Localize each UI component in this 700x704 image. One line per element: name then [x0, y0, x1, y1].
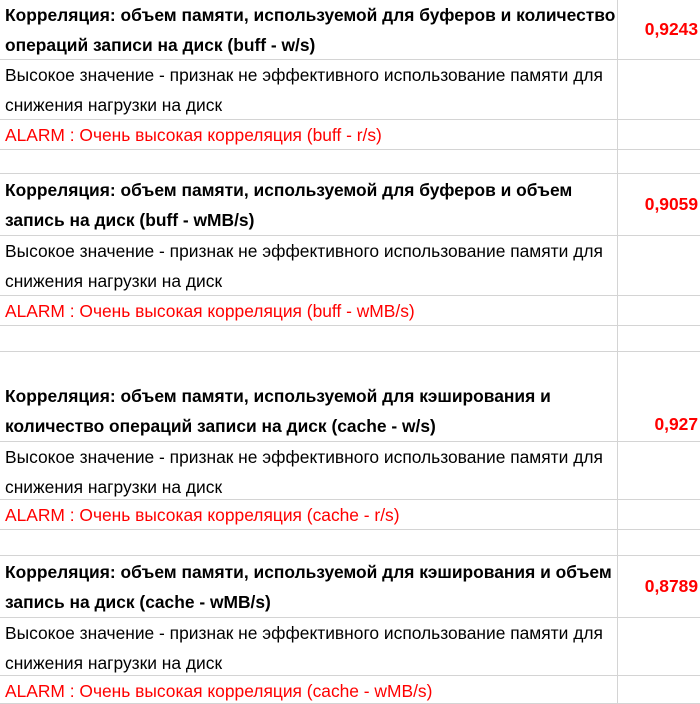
blank-row[interactable] [0, 326, 700, 352]
empty-cell[interactable] [618, 60, 700, 120]
correlation-value: 0,9059 [644, 194, 698, 214]
alarm-cell[interactable]: ALARM : Очень высокая корреляция (buff - wMB/s) [0, 296, 618, 326]
description-row[interactable] [0, 236, 700, 296]
correlation-value: 0,8789 [644, 576, 698, 596]
empty-cell[interactable] [0, 530, 618, 556]
blank-row[interactable] [0, 530, 700, 556]
alarm-cell[interactable]: ALARM : Очень высокая корреляция (cache - r/s) [0, 500, 618, 530]
description-cell[interactable]: Высокое значение - признак не эффективного использование памяти для снижения нагрузки на диск [0, 618, 618, 676]
title-row[interactable] [0, 556, 700, 618]
alarm-row[interactable] [0, 500, 700, 530]
empty-cell[interactable] [618, 296, 700, 326]
description-cell[interactable]: Высокое значение - признак не эффективного использование памяти для снижения нагрузки на диск [0, 442, 618, 500]
empty-cell[interactable] [618, 236, 700, 296]
correlation-value: 0,927 [654, 414, 698, 434]
blank-row[interactable] [0, 150, 700, 174]
empty-cell[interactable] [618, 530, 700, 556]
title-cell[interactable] [0, 352, 618, 442]
title-cell[interactable]: Корреляция: объем памяти, используемой для буферов и объем запись на диск (buff - wMB/s) [0, 174, 618, 236]
value-cell[interactable] [618, 0, 700, 60]
title-text: Корреляция: объем памяти, используемой для кэширования и количество операций записи на диск (cache - w/s) [5, 386, 551, 436]
title-row[interactable] [0, 174, 700, 236]
empty-cell[interactable] [618, 120, 700, 150]
empty-cell[interactable] [618, 500, 700, 530]
alarm-row[interactable] [0, 676, 700, 704]
description-row[interactable] [0, 442, 700, 500]
value-cell[interactable] [618, 556, 700, 618]
alarm-row[interactable] [0, 120, 700, 150]
title-row[interactable] [0, 0, 700, 60]
empty-cell[interactable] [618, 618, 700, 676]
description-cell[interactable]: Высокое значение - признак не эффективного использование памяти для снижения нагрузки на диск [0, 60, 618, 120]
empty-cell[interactable] [618, 442, 700, 500]
correlation-value: 0,9243 [644, 19, 698, 39]
empty-cell[interactable] [0, 326, 618, 352]
alarm-cell[interactable]: ALARM : Очень высокая корреляция (cache - wMB/s) [0, 676, 618, 704]
value-cell[interactable] [618, 352, 700, 442]
value-cell[interactable] [618, 174, 700, 236]
alarm-row[interactable] [0, 296, 700, 326]
title-cell[interactable]: Корреляция: объем памяти, используемой для кэширования и объем запись на диск (cache - wMB/s) [0, 556, 618, 618]
description-row[interactable] [0, 618, 700, 676]
description-row[interactable] [0, 60, 700, 120]
alarm-cell[interactable]: ALARM : Очень высокая корреляция (buff - r/s) [0, 120, 618, 150]
title-cell[interactable]: Корреляция: объем памяти, используемой для буферов и количество операций записи на диск (buff - w/s) [0, 0, 618, 60]
empty-cell[interactable] [618, 676, 700, 704]
empty-cell[interactable] [618, 150, 700, 174]
title-row[interactable] [0, 352, 700, 442]
empty-cell[interactable] [618, 326, 700, 352]
empty-cell[interactable] [0, 150, 618, 174]
description-cell[interactable]: Высокое значение - признак не эффективного использование памяти для снижения нагрузки на диск [0, 236, 618, 296]
